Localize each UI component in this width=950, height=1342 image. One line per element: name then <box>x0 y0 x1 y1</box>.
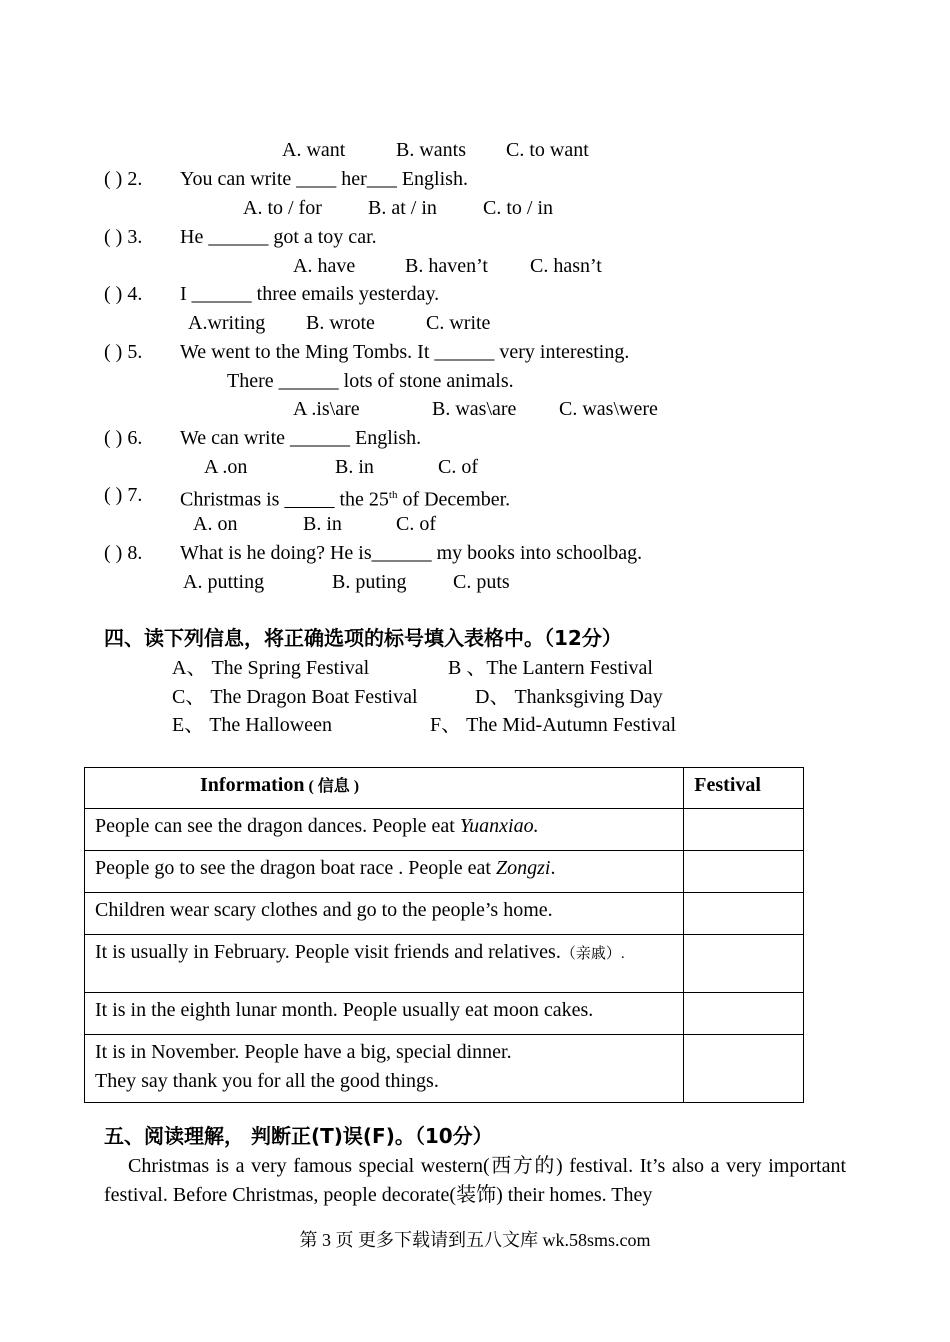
q2-number: ( ) 2. <box>104 168 143 190</box>
info-text: People can see the dragon dances. People eat <box>95 815 460 837</box>
q3-option-c: C. hasn’t <box>530 255 602 277</box>
q2-option-c: C. to / in <box>483 197 554 219</box>
q6-text: We can write ______ English. <box>180 427 422 449</box>
q7-option-c: C. of <box>396 513 436 535</box>
q2-text: You can write ____ her___ English. <box>180 168 468 190</box>
q8-text: What is he doing? He is______ my books into schoolbag. <box>180 542 643 564</box>
table-row <box>85 935 804 993</box>
q7-text-start: Christmas is _____ the 25 <box>180 488 389 511</box>
q4-option-b: B. wrote <box>306 312 375 334</box>
q1-option-a: A. want <box>282 139 346 161</box>
festival-answer-cell[interactable] <box>684 935 804 993</box>
info-italic: Zongzi <box>495 857 551 879</box>
q7-text <box>180 483 510 512</box>
info-text-end: . <box>550 857 556 879</box>
q8-option-b: B. puting <box>332 571 407 593</box>
q5-option-b: B. was\are <box>432 398 517 420</box>
info-small-text: （亲戚）. <box>560 946 625 962</box>
info-text: Children wear scary clothes and go to the people’s home. <box>95 899 553 921</box>
festival-answer-cell[interactable] <box>684 1035 804 1103</box>
q5-text-line2: There ______ lots of stone animals. <box>227 370 514 392</box>
header-information-label: Information <box>200 774 305 796</box>
q7-text-end: of December. <box>397 488 511 511</box>
q8-option-a: A. putting <box>183 571 265 593</box>
q7-option-b: B. in <box>303 513 342 535</box>
info-text: People go to see the dragon boat race . People eat <box>95 857 496 879</box>
q6-option-b: B. in <box>335 456 374 478</box>
q5-text: We went to the Ming Tombs. It ______ very interesting. <box>180 341 630 363</box>
choice-c: C、 The Dragon Boat Festival <box>172 686 418 708</box>
festival-answer-cell[interactable] <box>684 893 804 935</box>
info-cell <box>85 1035 684 1103</box>
festival-answer-cell[interactable] <box>684 809 804 851</box>
q1-option-c: C. to want <box>506 139 589 161</box>
q5-option-c: C. was\were <box>559 398 658 420</box>
section5-heading: 五、阅读理解， 判断正(T)误(F)。（10分） <box>104 1124 493 1148</box>
q7-number: ( ) 7. <box>104 484 143 506</box>
choice-a: A、 The Spring Festival <box>172 657 370 679</box>
header-information-cn: ( 信息 ) <box>304 778 360 795</box>
q7-option-a: A. on <box>193 513 238 535</box>
q2-option-b: B. at / in <box>368 197 437 219</box>
info-text: It is in November. People have a big, special dinner. <box>95 1041 512 1063</box>
reading-paragraph: Christmas is a very famous special western(西方的) festival. It’s also a very important festival. Before Christmas, people decorate(装饰) their homes. They <box>104 1155 846 1206</box>
page-footer: 第 3 页 更多下载请到五八文库 wk.58sms.com <box>299 1230 651 1250</box>
table-header-row <box>85 768 804 809</box>
q6-option-a: A .on <box>204 456 248 478</box>
choice-e: E、 The Halloween <box>172 714 332 736</box>
q3-number: ( ) 3. <box>104 226 143 248</box>
info-cell <box>85 935 684 993</box>
table-row <box>85 1035 804 1103</box>
q4-text: I ______ three emails yesterday. <box>180 283 440 305</box>
q8-option-c: C. puts <box>453 571 510 593</box>
table-row <box>85 809 804 851</box>
choice-f: F、 The Mid-Autumn Festival <box>430 714 677 736</box>
table-row <box>85 851 804 893</box>
table-row <box>85 993 804 1035</box>
q4-number: ( ) 4. <box>104 283 143 305</box>
info-text: It is usually in February. People visit friends and relatives. <box>95 941 561 963</box>
info-text: It is in the eighth lunar month. People usually eat moon cakes. <box>95 999 594 1021</box>
q5-number: ( ) 5. <box>104 341 143 363</box>
q3-option-b: B. haven’t <box>405 255 488 277</box>
choice-b: B 、The Lantern Festival <box>448 657 653 679</box>
festival-table <box>84 767 804 1103</box>
festival-answer-cell[interactable] <box>684 851 804 893</box>
q3-option-a: A. have <box>293 255 356 277</box>
choice-d: D、 Thanksgiving Day <box>475 686 663 708</box>
festival-answer-cell[interactable] <box>684 993 804 1035</box>
q8-number: ( ) 8. <box>104 542 143 564</box>
q6-number: ( ) 6. <box>104 427 143 449</box>
info-cell <box>85 851 684 893</box>
info-cell <box>85 809 684 851</box>
info-italic: Yuanxiao. <box>459 815 539 837</box>
q4-option-c: C. write <box>426 312 491 334</box>
q1-option-b: B. wants <box>396 139 466 161</box>
info-text-line2: They say thank you for all the good things. <box>95 1070 439 1092</box>
info-cell <box>85 893 684 935</box>
header-information <box>85 768 684 809</box>
q3-text: He ______ got a toy car. <box>180 226 377 248</box>
table-row <box>85 893 804 935</box>
section4-heading: 四、读下列信息，将正确选项的标号填入表格中。（12分） <box>104 626 622 650</box>
q4-option-a: A.writing <box>188 312 266 334</box>
q2-option-a: A. to / for <box>243 197 322 219</box>
header-festival: Festival <box>684 768 804 809</box>
q5-option-a: A .is\are <box>293 398 360 420</box>
q6-option-c: C. of <box>438 456 478 478</box>
q7-superscript: th <box>388 489 398 501</box>
info-cell <box>85 993 684 1035</box>
